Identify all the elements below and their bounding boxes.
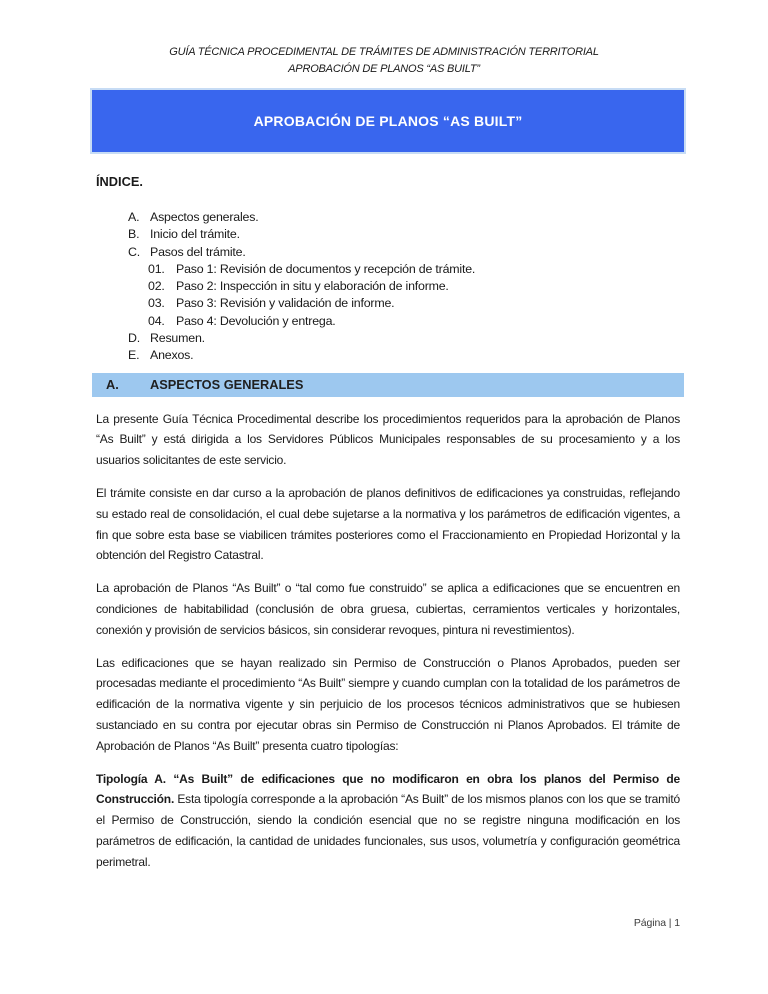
index-item-c xyxy=(96,244,680,261)
page-content xyxy=(96,174,680,873)
index-item-step1 xyxy=(96,261,680,278)
paragraph-tipologia-a xyxy=(96,769,680,873)
index-item-e xyxy=(96,347,680,364)
document-title: APROBACIÓN DE PLANOS “AS BUILT” xyxy=(253,113,523,129)
index-item-marker: C. xyxy=(128,244,140,259)
running-header-line1: GUÍA TÉCNICA PROCEDIMENTAL DE TRÁMITES DE ADMINISTRACIÓN TERRITORIAL xyxy=(169,46,599,58)
index-item-marker: B. xyxy=(128,227,140,242)
paragraph-tramite: El trámite consiste en dar curso a la aprobación de planos definitivos de edificaciones ya construidas, reflejando su estado real de consolidación, el cual debe sujetarse a la normativa y los parámetros de edificación vigentes, a fin que sobre esta base se viabilicen trámites posteriores como el Fraccionamiento en Propiedad Horizontal y la obtención del Registro Catastral. xyxy=(96,486,680,563)
index-item-marker: D. xyxy=(128,331,140,346)
index-item-label: Aspectos generales. xyxy=(150,210,259,224)
index-item-label: Paso 1: Revisión de documentos y recepción de trámite. xyxy=(176,261,476,276)
index-item-d xyxy=(96,330,680,347)
paragraph-intro: La presente Guía Técnica Procedimental describe los procedimientos requeridos para la aprobación de Planos “As Built” y está dirigida a los Servidores Públicos Municipales responsables de su procesamiento y a los usuarios solicitantes de este servicio. xyxy=(96,411,680,468)
section-a-header xyxy=(92,373,684,397)
index-title: ÍNDICE. xyxy=(96,174,143,189)
index-item-label: Paso 2: Inspección in situ y elaboración de informe. xyxy=(176,279,449,294)
page-number: Página | 1 xyxy=(633,917,680,929)
section-a-marker: A. xyxy=(106,377,119,393)
index-item-step2 xyxy=(96,278,680,295)
index-item-a xyxy=(96,209,680,226)
index-list xyxy=(96,209,680,365)
index-item-marker: A. xyxy=(128,210,140,224)
index-item-marker: 04. xyxy=(148,313,165,328)
paragraph-aprobacion: La aprobación de Planos “As Built” o “tal como fue construido” se aplica a edificaciones que se encuentren en condiciones de habitabilidad (conclusión de obra gruesa, cubiertas, cerramientos verticales y horizontales, conexión y provisión de servicios básicos, sin considerar revoques, pintura ni revestimientos). xyxy=(96,581,680,637)
section-a-title: ASPECTOS GENERALES xyxy=(150,377,304,393)
index-item-marker: 03. xyxy=(148,296,165,311)
running-header-line2: APROBACIÓN DE PLANOS “AS BUILT” xyxy=(288,63,480,75)
index-item-marker: E. xyxy=(128,348,140,363)
index-item-marker: 02. xyxy=(148,279,165,294)
index-item-label: Inicio del trámite. xyxy=(150,227,240,242)
paragraph-edificaciones: Las edificaciones que se hayan realizado sin Permiso de Construcción o Planos Aprobados, pueden ser procesadas mediante el procedimiento “As Built” siempre y cuando cumplan con la totalidad de los parámetros de edificación de la normativa vigente y sin perjuicio de los procesos técnicos administrativos que se hubiesen sustanciado en su contra por ejecutar obras sin Permiso de Construcción ni Planos Aprobados. El trámite de Aprobación de Planos “As Built” presenta cuatro tipologías: xyxy=(96,655,680,753)
title-banner xyxy=(90,88,686,154)
index-item-marker: 01. xyxy=(148,261,165,276)
index-item-label: Paso 3: Revisión y validación de informe. xyxy=(176,296,395,311)
index-item-label: Resumen. xyxy=(150,331,205,346)
index-item-label: Anexos. xyxy=(150,348,194,363)
index-item-step3 xyxy=(96,295,680,312)
index-item-step4 xyxy=(96,313,680,330)
running-header xyxy=(0,44,768,78)
index-item-b xyxy=(96,226,680,243)
index-item-label: Paso 4: Devolución y entrega. xyxy=(176,313,336,328)
tipologia-a-body: Esta tipología corresponde a la aprobación “As Built” de los mismos planos con los que se tramitó el Permiso de Construcción, siendo la condición esencial que no se registre ninguna modificación en los parámetros de edificación, la cantidad de unidades funcionales, sus usos, volumetría y configuración geométrica perimetral. xyxy=(96,792,680,869)
tipologia-a-lead: Tipología A. “As Built” de edificaciones que no modificaron en obra los planos del Permiso de Construcción. xyxy=(96,771,680,807)
index-item-label: Pasos del trámite. xyxy=(150,244,246,259)
